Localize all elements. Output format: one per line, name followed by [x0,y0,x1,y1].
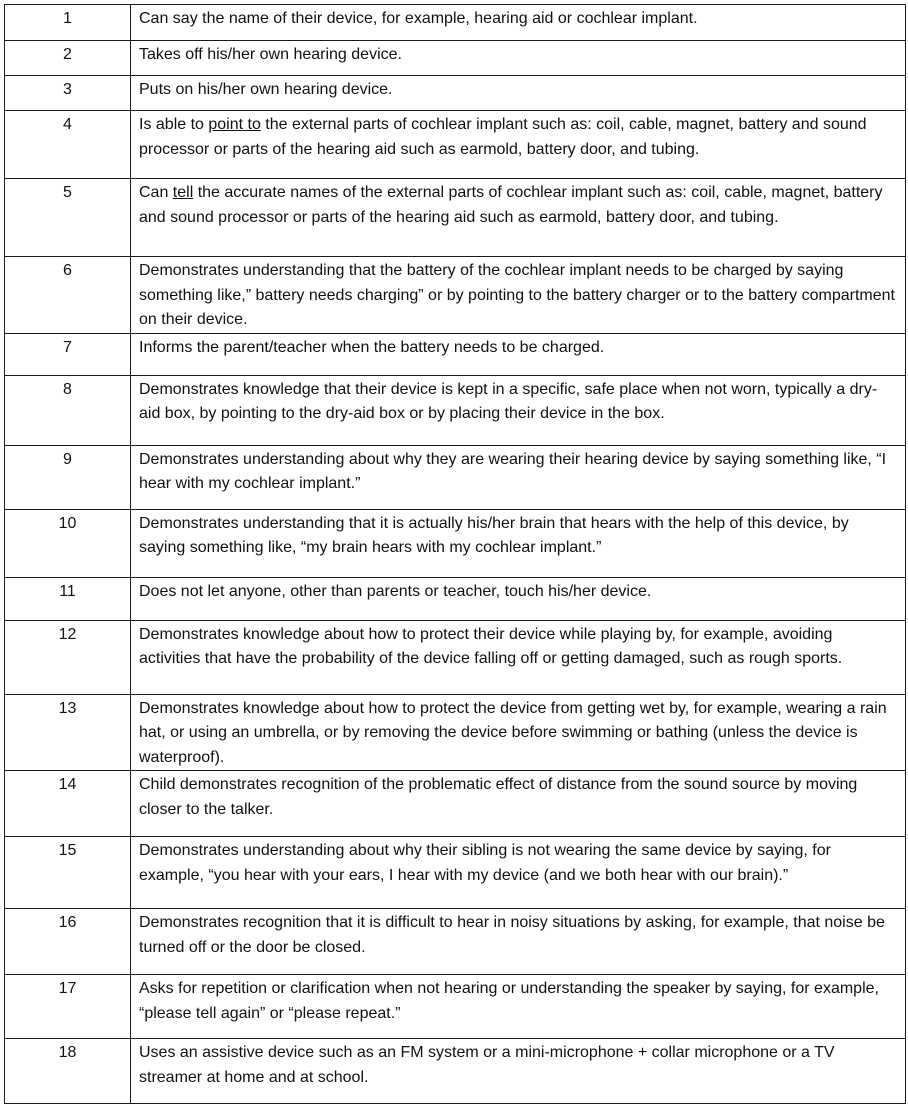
item-description: Does not let anyone, other than parents or teacher, touch his/her device. [131,577,906,620]
item-description: Informs the parent/teacher when the battery needs to be charged. [131,333,906,375]
item-description: Demonstrates knowledge that their device is kept in a specific, safe place when not worn, typically a dry-aid box, by pointing to the dry-aid box or by placing their device in the box. [131,375,906,445]
item-description: Demonstrates understanding that the battery of the cochlear implant needs to be charged by saying something like,” battery needs charging” or by pointing to the battery charger or to the battery compartment on their device. [131,257,906,334]
item-description: Child demonstrates recognition of the problematic effect of distance from the sound source by moving closer to the talker. [131,771,906,837]
item-description: Asks for repetition or clarification when not hearing or understanding the speaker by saying, for example, “please tell again” or “please repeat.” [131,975,906,1039]
table-row [5,837,906,909]
table-row [5,1039,906,1104]
item-description: Can say the name of their device, for example, hearing aid or cochlear implant. [131,5,906,41]
item-description: Demonstrates understanding about why their sibling is not wearing the same device by saying, for example, “you hear with your ears, I hear with my device (and we both hear with our brain).” [131,837,906,909]
item-number: 2 [5,41,131,76]
item-number: 7 [5,333,131,375]
item-number: 10 [5,509,131,577]
item-number: 17 [5,975,131,1039]
emphasized-phrase: tell [172,184,194,201]
table-row [5,577,906,620]
item-description: Uses an assistive device such as an FM system or a mini-microphone + collar microphone or a TV streamer at home and at school. [131,1039,906,1104]
table-row [5,445,906,509]
table-row [5,375,906,445]
table-row [5,257,906,334]
table-row [5,975,906,1039]
item-description: Demonstrates understanding about why they are wearing their hearing device by saying something like, “I hear with my cochlear implant.” [131,445,906,509]
item-description: Puts on his/her own hearing device. [131,76,906,111]
table-row [5,771,906,837]
item-number: 13 [5,694,131,771]
item-number: 11 [5,577,131,620]
table-row [5,333,906,375]
skills-checklist-table [4,4,906,1104]
item-number: 1 [5,5,131,41]
item-description: Takes off his/her own hearing device. [131,41,906,76]
item-description: Demonstrates knowledge about how to protect their device while playing by, for example, avoiding activities that have the probability of the device falling off or getting damaged, such as rough sports. [131,620,906,694]
table-row [5,179,906,257]
item-number: 8 [5,375,131,445]
item-description: Demonstrates knowledge about how to protect the device from getting wet by, for example, wearing a rain hat, or using an umbrella, or by removing the device before swimming or bathing (unless the device is waterproof). [131,694,906,771]
item-number: 6 [5,257,131,334]
table-row [5,509,906,577]
item-number: 15 [5,837,131,909]
item-number: 4 [5,111,131,179]
table-row [5,111,906,179]
item-description: Demonstrates understanding that it is actually his/her brain that hears with the help of this device, by saying something like, “my brain hears with my cochlear implant.” [131,509,906,577]
item-number: 12 [5,620,131,694]
item-number: 9 [5,445,131,509]
item-description: Demonstrates recognition that it is difficult to hear in noisy situations by asking, for example, that noise be turned off or the door be closed. [131,909,906,975]
emphasized-phrase: point to [208,116,261,133]
table-row [5,694,906,771]
item-number: 14 [5,771,131,837]
item-number: 5 [5,179,131,257]
item-number: 3 [5,76,131,111]
item-number: 16 [5,909,131,975]
table-row [5,41,906,76]
item-number: 18 [5,1039,131,1104]
table-row [5,76,906,111]
table-row [5,909,906,975]
table-row [5,620,906,694]
item-description: Can tell the accurate names of the external parts of cochlear implant such as: coil, cable, magnet, battery and sound processor or parts of the hearing aid such as earmold, battery door, and tubing. [131,179,906,257]
item-description: Is able to point to the external parts of cochlear implant such as: coil, cable, magnet, battery and sound processor or parts of the hearing aid such as earmold, battery door, and tubing. [131,111,906,179]
table-row [5,5,906,41]
